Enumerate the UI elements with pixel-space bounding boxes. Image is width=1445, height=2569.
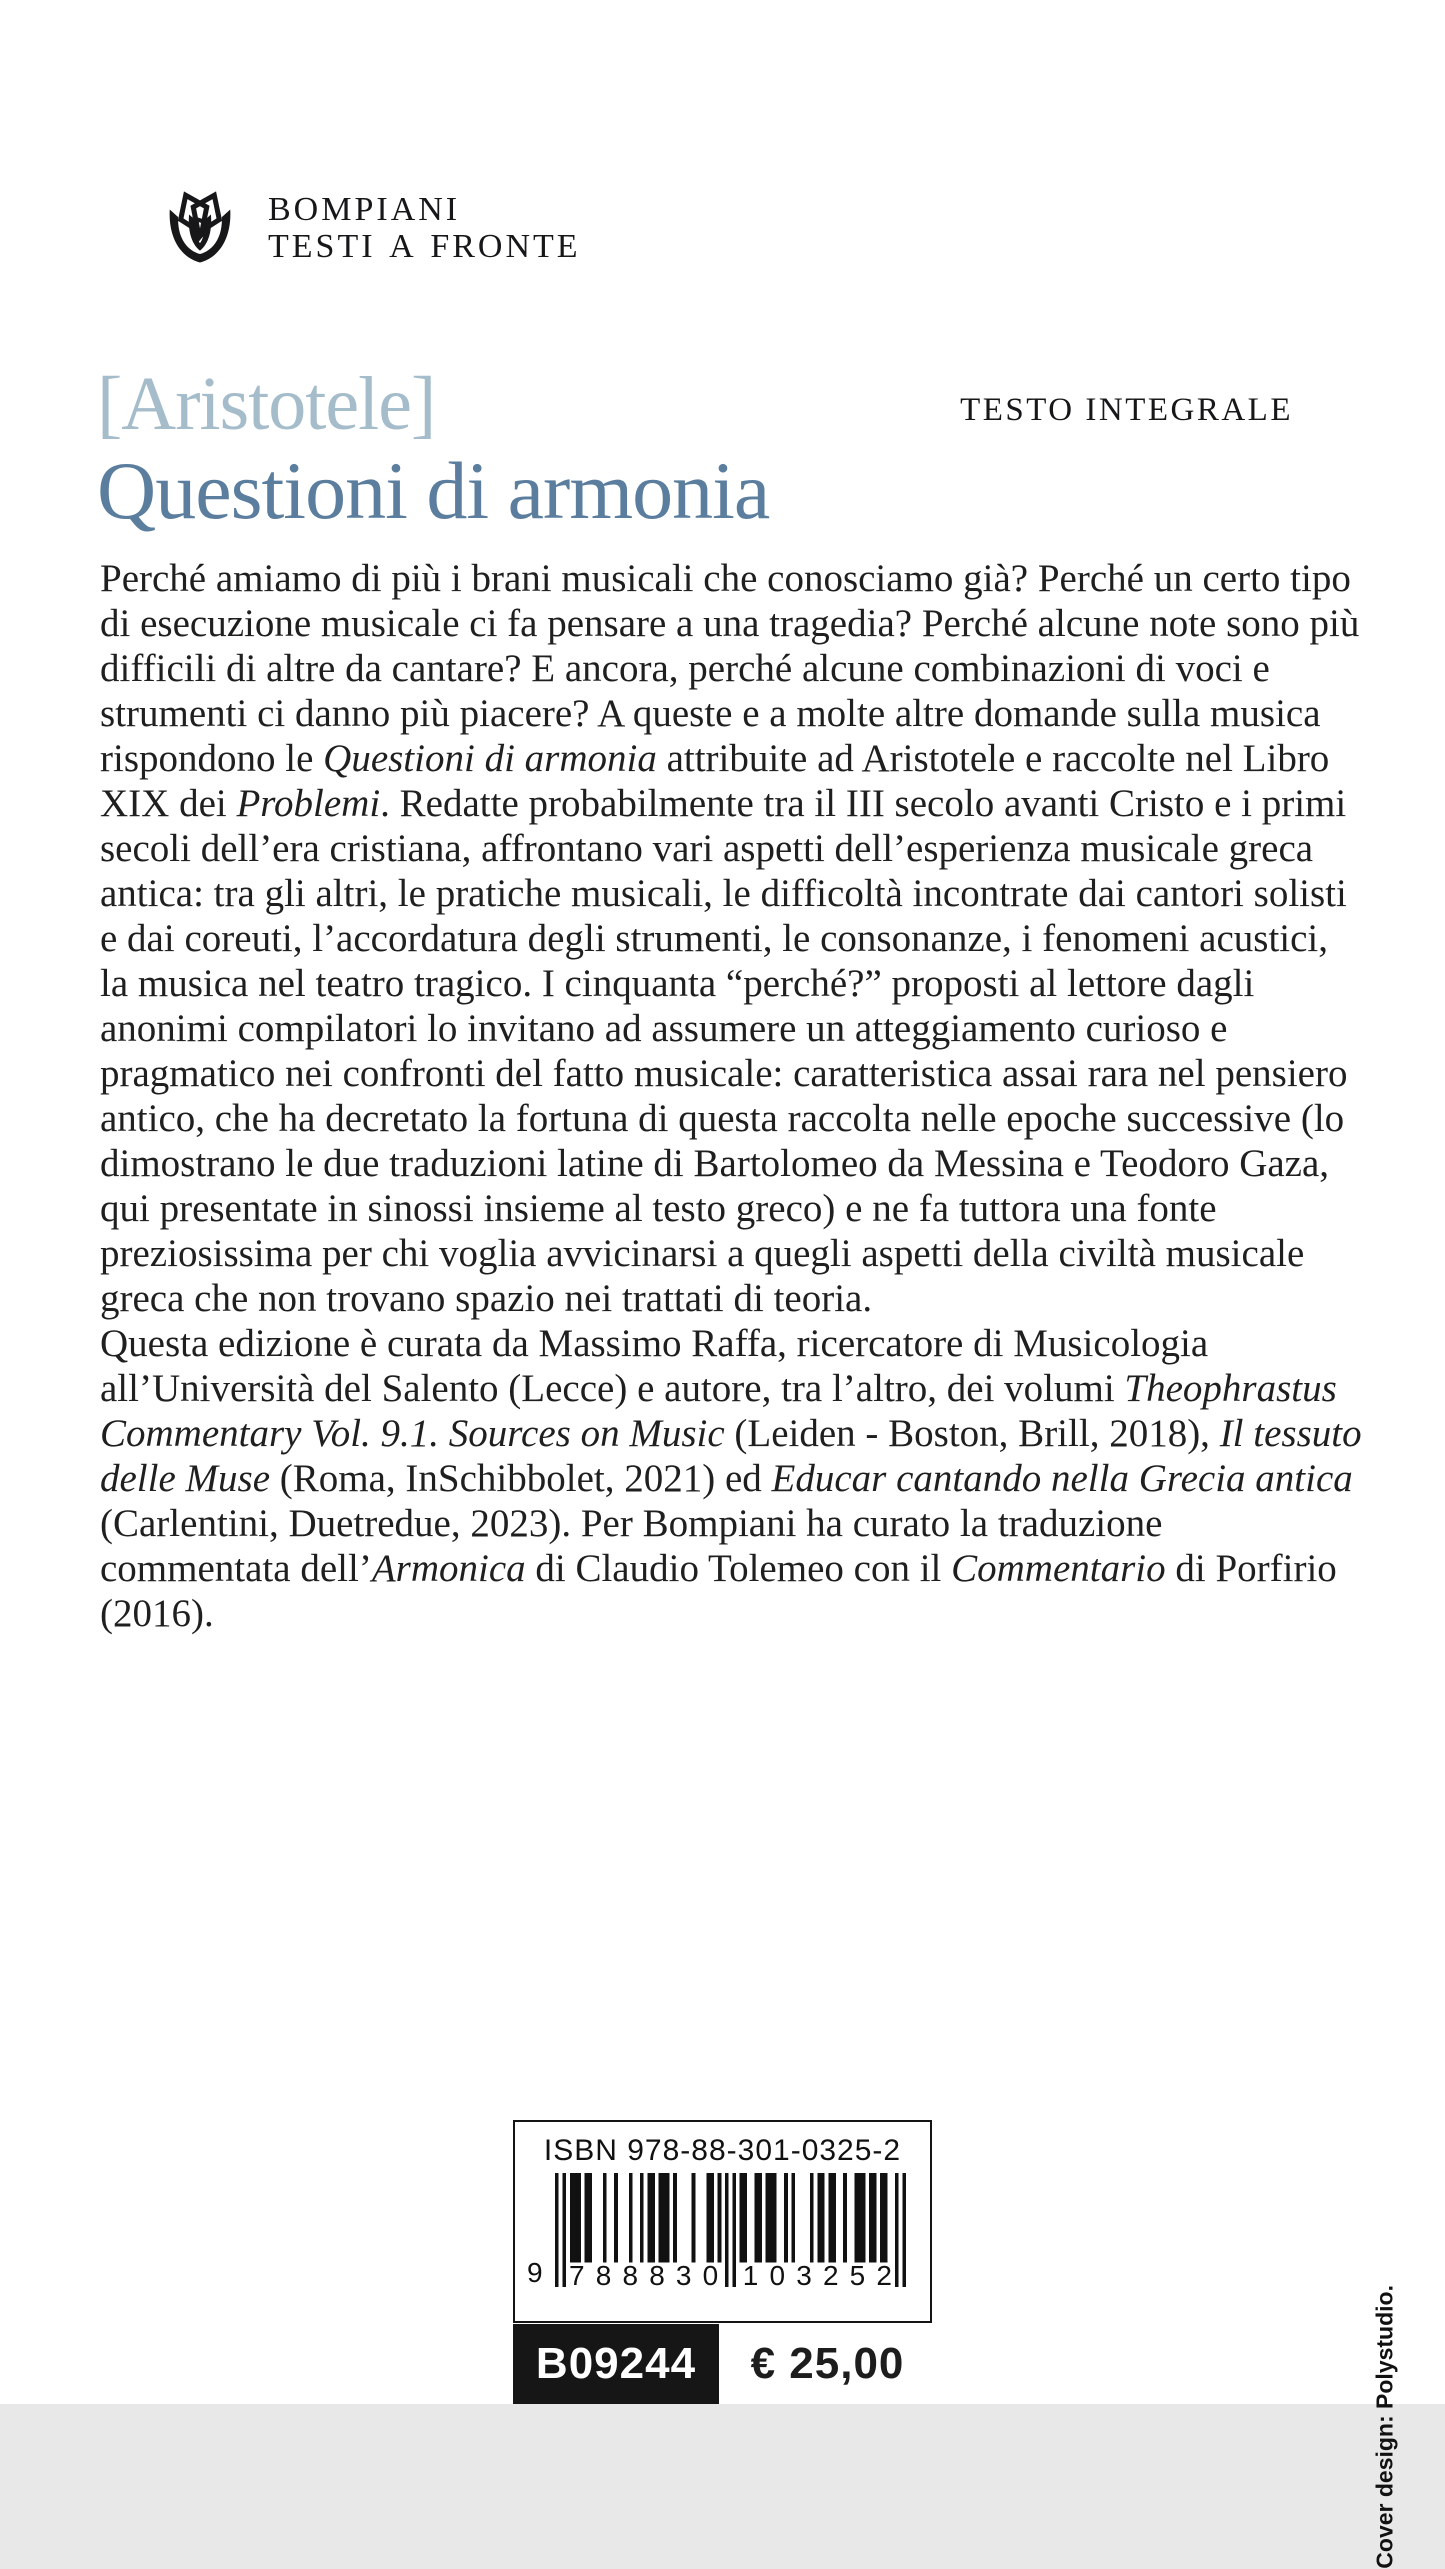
cover-design-credit: Cover design: Polystudio.	[1372, 2285, 1398, 2569]
blurb-italic-title: Armonica	[371, 1547, 526, 1590]
blurb-italic-title: Theophrastus Commentary Vol. 9.1. Sources on Music	[100, 1367, 1337, 1455]
book-title: Questioni di armonia	[97, 445, 770, 536]
blurb-text: (Leiden - Boston, Brill, 2018),	[724, 1412, 1220, 1455]
blurb-text: attribuite ad Aristotele e raccolte nel Libro XIX dei	[100, 737, 1330, 825]
blurb-text: di Porfirio (2016).	[100, 1547, 1337, 1635]
blurb-italic-title: Educar cantando nella Grecia antica	[771, 1457, 1353, 1500]
isbn-label: ISBN 978-88-301-0325-2	[543, 2134, 902, 2167]
price-strip	[513, 2324, 932, 2404]
publisher-brand	[156, 186, 581, 270]
back-cover-blurb	[100, 556, 1362, 1636]
blurb-text: (Carlentini, Duetredue, 2023). Per Bompiani ha curato la traduzione commentata dell’	[100, 1502, 1163, 1590]
blurb-italic-title: Commentario	[951, 1547, 1166, 1590]
ean-barcode	[527, 2173, 906, 2291]
publisher-name	[268, 191, 581, 265]
barcode-lead-digit: 9	[527, 2257, 543, 2288]
blurb-paragraph-2	[100, 1321, 1362, 1636]
blurb-italic-title: Problemi	[236, 782, 381, 825]
price: € 25,00	[723, 2324, 932, 2404]
publisher-line2: TESTI A FRONTE	[268, 228, 581, 265]
barcode-digits-right: 1 0 3 2 5 2	[742, 2260, 892, 2291]
publisher-line1: BOMPIANI	[268, 191, 461, 228]
blurb-italic-title: Questioni di armonia	[323, 737, 657, 780]
book-author: [Aristotele]	[97, 362, 436, 446]
title-block	[97, 360, 769, 534]
blurb-text: di Claudio Tolemeo con il	[525, 1547, 952, 1590]
blurb-paragraph-1	[100, 556, 1362, 1321]
edition-badge: TESTO INTEGRALE	[960, 392, 1293, 428]
catalog-code: B09244	[513, 2324, 719, 2404]
blurb-text: . Redatte probabilmente tra il III secolo avanti Cristo e i primi secoli dell’era cristiana, affrontano vari aspetti dell’esperienza musicale greca antica: tra gli altri, le pratiche musicali, le difficoltà incontrate dai cantori solisti e dai coreuti, l’accordatura degli strumenti, le consonanze, i fenomeni acustici, la musica nel teatro tragico. I cinquanta “perché?” proposti al lettore dagli anonimi compilatori lo invitano ad assumere un atteggiamento curioso e pragmatico nei confronti del fatto musicale: caratteristica assai rara nel pensiero antico, che ha decretato la fortuna di questa raccolta nelle epoche successive (lo dimostrano le due traduzioni latine di Bartolomeo da Messina e Teodoro Gaza, qui presentate in sinossi insieme al testo greco) e ne fa tuttora una fonte preziosissima per chi voglia avvicinarsi a quegli aspetti della civiltà musicale greca che non trovano spazio nei trattati di teoria.	[100, 782, 1348, 1320]
isbn-barcode-box	[513, 2120, 932, 2323]
blurb-text: (Roma, InSchibbolet, 2021) ed	[270, 1457, 772, 1500]
blurb-text: Perché amiamo di più i brani musicali che conosciamo già? Perché un certo tipo di esecuzione musicale ci fa pensare a una tragedia? Perché alcune note sono più difficili di altre da cantare? E ancora, perché alcune combinazioni di voci e strumenti ci danno più piacere? A queste e a molte altre domande sulla musica rispondono le	[100, 557, 1360, 780]
barcode-digits-left: 7 8 8 8 3 0	[569, 2260, 719, 2291]
blurb-italic-title: Il tessuto delle Muse	[100, 1412, 1362, 1500]
blurb-text: Questa edizione è curata da Massimo Raffa, ricercatore di Musicologia all’Università del Salento (Lecce) e autore, tra l’altro, dei volumi	[100, 1322, 1209, 1410]
bompiani-flower-icon	[156, 186, 244, 270]
barcode-bars	[555, 2173, 906, 2291]
